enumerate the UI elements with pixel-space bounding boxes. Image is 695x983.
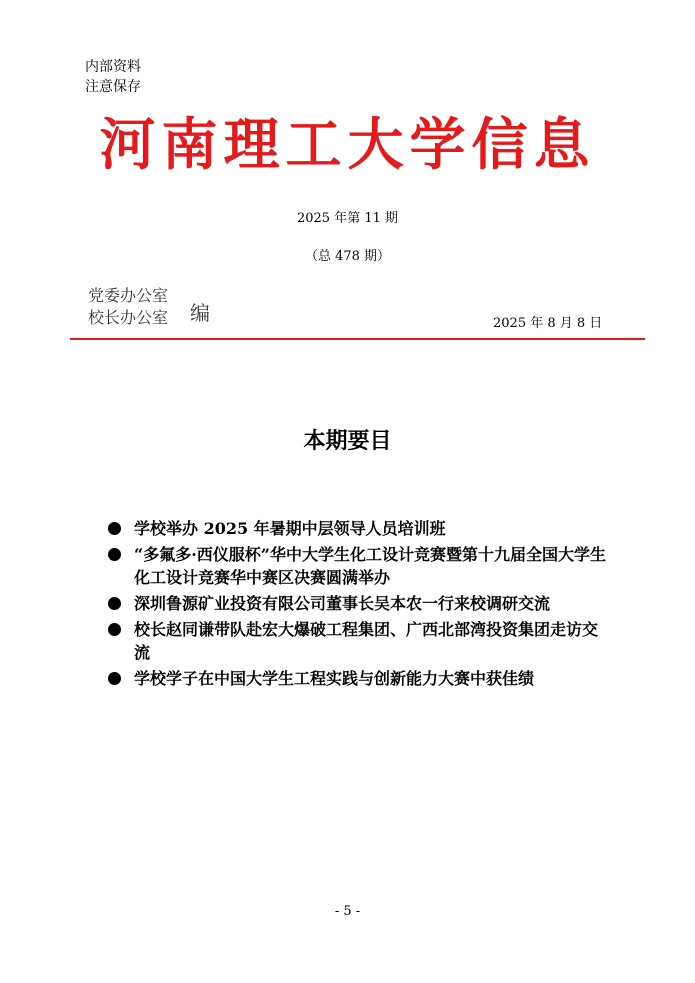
contents-item-text: 学校举办 2025 年暑期中层领导人员培训班 xyxy=(134,519,446,538)
page-number: - 5 - xyxy=(334,904,361,919)
contents-item xyxy=(108,517,608,540)
issue-date: 2025 年 8 月 8 日 xyxy=(493,316,603,331)
bullet-icon xyxy=(108,597,121,610)
contents-item-text: 深圳鲁源矿业投资有限公司董事长吴本农一行来校调研交流 xyxy=(134,594,551,613)
contents-item xyxy=(108,618,608,664)
confidential-line-2: 注意保存 xyxy=(85,79,141,95)
bullet-icon xyxy=(108,548,121,561)
contents-item-text: 学校学子在中国大学生工程实践与创新能力大赛中获佳绩 xyxy=(134,669,535,688)
issue-number: 2025 年第 11 期 xyxy=(296,211,399,226)
bullet-icon xyxy=(108,623,121,636)
contents-item xyxy=(108,667,608,690)
contents-item-text: 校长赵同谦带队赴宏大爆破工程集团、广西北部湾投资集团走访交流 xyxy=(134,620,599,662)
editor-office-party: 党委办公室 xyxy=(88,286,169,305)
editor-offices xyxy=(88,285,168,329)
edit-label: 编 xyxy=(190,301,210,325)
issue-total: （总 478 期） xyxy=(304,249,391,264)
contents-item xyxy=(108,592,608,615)
contents-title: 本期要目 xyxy=(303,428,392,454)
confidential-notice xyxy=(85,57,141,97)
header-divider xyxy=(70,338,645,340)
contents-item xyxy=(108,543,608,589)
contents-list xyxy=(108,517,608,693)
contents-item-text: “多氟多·西仪服杯”华中大学生化工设计竞赛暨第十九届全国大学生化工设计竞赛华中赛区决赛圆满举办 xyxy=(134,545,606,587)
bullet-icon xyxy=(108,522,121,535)
editor-office-president: 校长办公室 xyxy=(88,308,169,327)
confidential-line-1: 内部资料 xyxy=(85,59,141,75)
bullet-icon xyxy=(108,672,121,685)
masthead-title: 河南理工大学信息 xyxy=(99,112,596,178)
